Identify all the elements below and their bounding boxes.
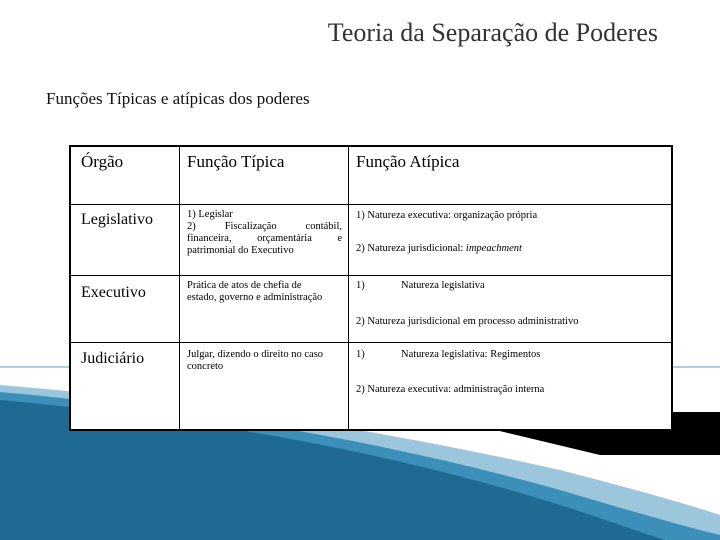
row-divider [71,342,671,343]
slide-title: Teoria da Separação de Poderes [327,18,658,47]
atypical-judiciario-1-text: Natureza legislativa: Regimentos [401,349,541,360]
atypical-text: 2) Natureza jurisdicional: [356,243,466,254]
atypical-judiciario-1-number: 1) [356,349,365,360]
typical-line: estado, governo e administração [187,292,323,303]
organ-judiciario: Judiciário [81,350,145,367]
header-orgao: Órgão [81,152,124,171]
powers-table [69,145,673,431]
atypical-legislativo-2 [356,243,666,255]
organ-legislativo: Legislativo [81,211,153,228]
typical-line: Julgar, dizendo o direito no caso [187,349,324,360]
typical-judiciario [187,349,347,373]
atypical-legislativo-1: 1) Natureza executiva: organização própria [356,210,538,221]
header-funcao-atipica: Função Atípica [356,152,460,171]
atypical-executivo-2: 2) Natureza jurisdicional em processo administrativo [356,316,579,327]
atypical-italic-text: impeachment [465,243,522,254]
typical-line: patrimonial do Executivo [187,245,294,256]
atypical-judiciario-2: 2) Natureza executiva: administração interna [356,384,545,395]
atypical-executivo-1-text: Natureza legislativa [401,280,485,291]
typical-line: concreto [187,361,224,372]
typical-line: financeira, orçamentária e [187,233,342,244]
row-divider [71,204,671,205]
column-divider [348,147,349,429]
typical-line: 2) Fiscalização contábil, [187,221,342,232]
typical-line: Prática de atos de chefia de [187,280,302,291]
atypical-executivo-1-number: 1) [356,280,365,291]
organ-executivo: Executivo [81,284,146,301]
typical-legislativo [187,209,342,257]
typical-line: 1) Legislar [187,209,233,220]
typical-executivo [187,280,347,304]
column-divider [179,147,180,429]
header-funcao-tipica: Função Típica [187,152,285,171]
row-divider [71,275,671,276]
slide-subtitle: Funções Típicas e atípicas dos poderes [46,89,310,108]
